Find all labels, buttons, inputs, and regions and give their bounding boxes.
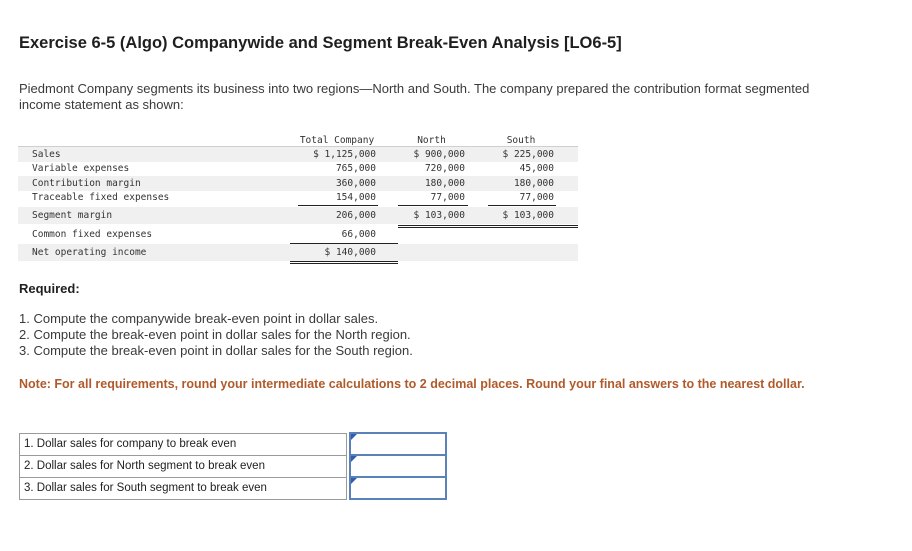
input-marker-icon [351,478,357,484]
statement-header-row [18,132,578,147]
required-heading: Required: [19,281,80,296]
table-row [18,207,578,224]
row-label: Contribution margin [32,178,141,189]
list-item: 2. Compute the break-even point in dollar sales for the North region. [19,327,411,342]
answer-cell [350,455,446,477]
input-marker-icon [351,434,357,440]
list-item: 3. Compute the break-even point in dollar sales for the South region. [19,343,413,358]
header-south: South [506,135,536,146]
cell-total: 154,000 [335,192,376,203]
cell-total: 360,000 [335,178,376,189]
row-label: Sales [32,149,61,160]
answer-cell [350,433,446,455]
table-row [18,176,578,191]
cell-total: 765,000 [335,163,376,174]
exercise-title: Exercise 6-5 (Algo) Companywide and Segment Break-Even Analysis [LO6-5] [19,34,622,52]
cell-north: $ 103,000 [413,210,465,221]
answer-row [20,433,447,455]
table-row [18,147,578,162]
north-break-even-input[interactable] [351,456,445,476]
table-row [18,244,578,261]
table-row [18,226,578,243]
row-label: Variable expenses [32,163,130,174]
row-label: Common fixed expenses [32,229,153,240]
rounding-note: Note: For all requirements, round your intermediate calculations to 2 decimal places. Round your final answers to the nearest dollar. [19,377,805,391]
cell-total: $ 1,125,000 [313,149,376,160]
required-list [19,311,413,359]
row-label: Traceable fixed expenses [32,192,170,203]
cell-north: 180,000 [424,178,465,189]
cell-north: $ 900,000 [413,149,465,160]
header-north: North [417,135,446,146]
cell-total: $ 140,000 [324,247,376,258]
answer-table [19,432,447,500]
south-break-even-input[interactable] [351,478,445,498]
cell-total: 206,000 [335,210,376,221]
answer-label: 3. Dollar sales for South segment to break even [20,477,347,499]
company-break-even-input[interactable] [351,434,445,454]
answer-label: 1. Dollar sales for company to break even [20,433,347,455]
cell-south: 45,000 [519,163,554,174]
cell-south: $ 103,000 [502,210,554,221]
input-marker-icon [351,456,357,462]
row-label: Segment margin [32,210,113,221]
cell-north: 720,000 [424,163,465,174]
header-total-company: Total Company [299,135,375,146]
answer-row [20,455,447,477]
answer-row [20,477,447,499]
cell-south: $ 225,000 [502,149,554,160]
list-item: 1. Compute the companywide break-even point in dollar sales. [19,311,379,326]
table-row [18,161,578,176]
table-row [18,190,578,205]
segmented-income-statement [18,130,578,265]
intro-text: Piedmont Company segments its business into two regions—North and South. The company prepared the contribution format segmented income statement as shown: [19,81,810,112]
answer-label: 2. Dollar sales for North segment to break even [20,455,347,477]
answer-cell [350,477,446,499]
cell-total: 66,000 [341,229,376,240]
cell-north: 77,000 [430,192,465,203]
row-label: Net operating income [32,247,147,258]
cell-south: 77,000 [519,192,554,203]
cell-south: 180,000 [513,178,554,189]
